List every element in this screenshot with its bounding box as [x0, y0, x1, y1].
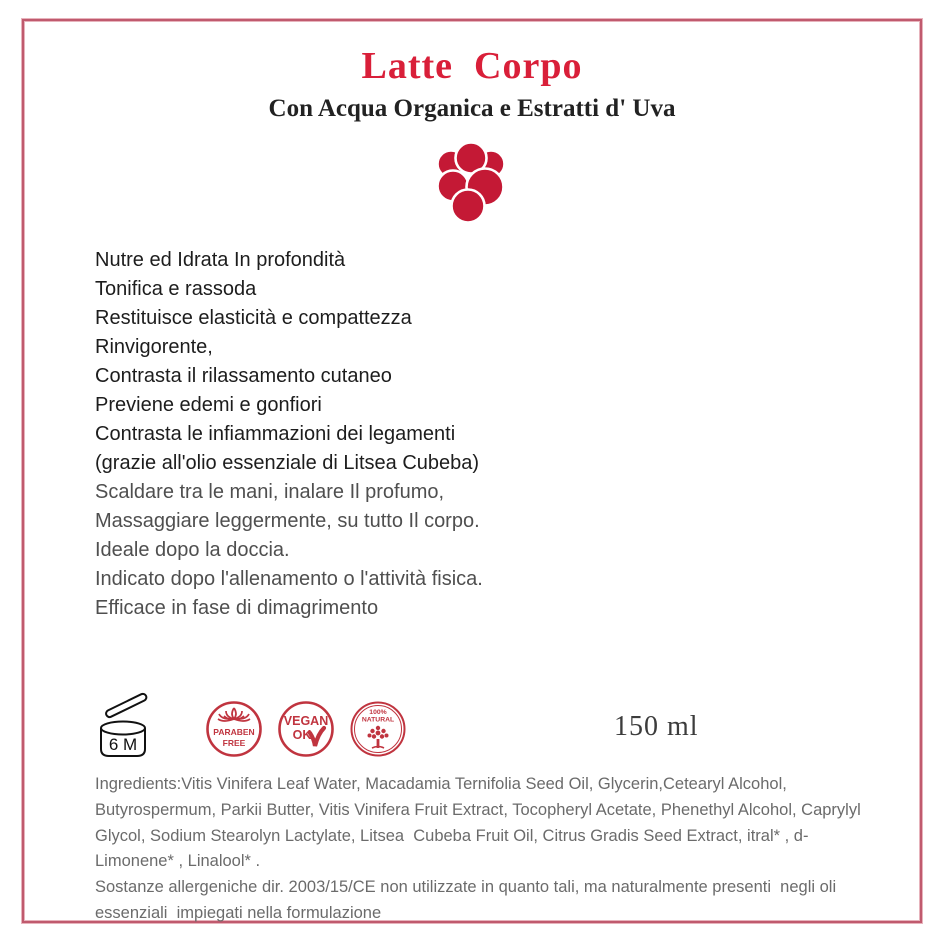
benefit-line: Contrasta le infiammazioni dei legamenti [95, 423, 456, 445]
ingredients-text [95, 772, 885, 927]
benefit-line: Nutre ed Idrata In profondità [95, 249, 346, 271]
natural-text-1: 100% [369, 709, 387, 716]
vegan-ok-icon [276, 698, 336, 760]
usage-instructions [95, 478, 483, 623]
tree-glyph [368, 726, 389, 748]
page-subtitle: Con Acqua Organica e Estratti d' Uva [268, 95, 676, 122]
vegan-text-2: OK [292, 728, 312, 742]
grapes-icon [430, 140, 514, 228]
usage-line: Scaldare tra le mani, inalare Il profumo, [95, 481, 445, 503]
pao-label: 6 M [108, 735, 138, 754]
benefit-line: Tonifica e rassoda [95, 278, 257, 300]
natural-100-icon [348, 698, 408, 760]
page-title: Latte Corpo [361, 45, 583, 87]
benefit-line: Restituisce elasticità e compattezza [95, 307, 412, 329]
vegan-text-1: VEGAN [283, 714, 329, 728]
ingredients-line: Ingredients:Vitis Vinifera Leaf Water, Macadamia Ternifolia Seed Oil, Glycerin,Cetearyl Alcohol, [95, 775, 787, 793]
paraben-text-2: FREE [222, 738, 246, 748]
paraben-free-icon [204, 698, 264, 760]
ingredients-line: Butyrospermum, Parkii Butter, Vitis Vinifera Fruit Extract, Tocopheryl Acetate, Phenethyl Alcohol, Caprylyl [95, 800, 861, 819]
usage-line: Massaggiare leggermente, su tutto Il corpo. [95, 510, 480, 532]
usage-line: Indicato dopo l'allenamento o l'attività fisica. [95, 568, 483, 590]
pao-6m-icon [92, 688, 154, 762]
benefit-line: (grazie all'olio essenziale di Litsea Cubeba) [95, 452, 480, 474]
usage-line: Ideale dopo la doccia. [95, 539, 290, 561]
usage-line: Efficace in fase di dimagrimento [95, 597, 379, 619]
natural-text-2: NATURAL [361, 716, 395, 724]
volume-label: 150 ml [614, 711, 699, 742]
benefit-line: Rinvigorente, [95, 336, 213, 358]
ingredients-line: Limonene* , Linalool* . [95, 852, 261, 871]
ingredients-line: Glycol, Sodium Stearolyn Lactylate, Litsea Cubeba Fruit Oil, Citrus Gradis Seed Extract, itral* , d- [95, 826, 809, 845]
allergen-note-line: Sostanze allergeniche dir. 2003/15/CE non utilizzate in quanto tali, ma naturalmente presenti negli oli [95, 878, 837, 897]
paraben-text-1: PARABEN [213, 727, 255, 737]
benefits-list [95, 246, 479, 478]
benefit-line: Contrasta il rilassamento cutaneo [95, 365, 392, 387]
allergen-note-line: essenziali impiegati nella formulazione [95, 903, 382, 922]
benefit-line: Previene edemi e gonfiori [95, 394, 322, 416]
